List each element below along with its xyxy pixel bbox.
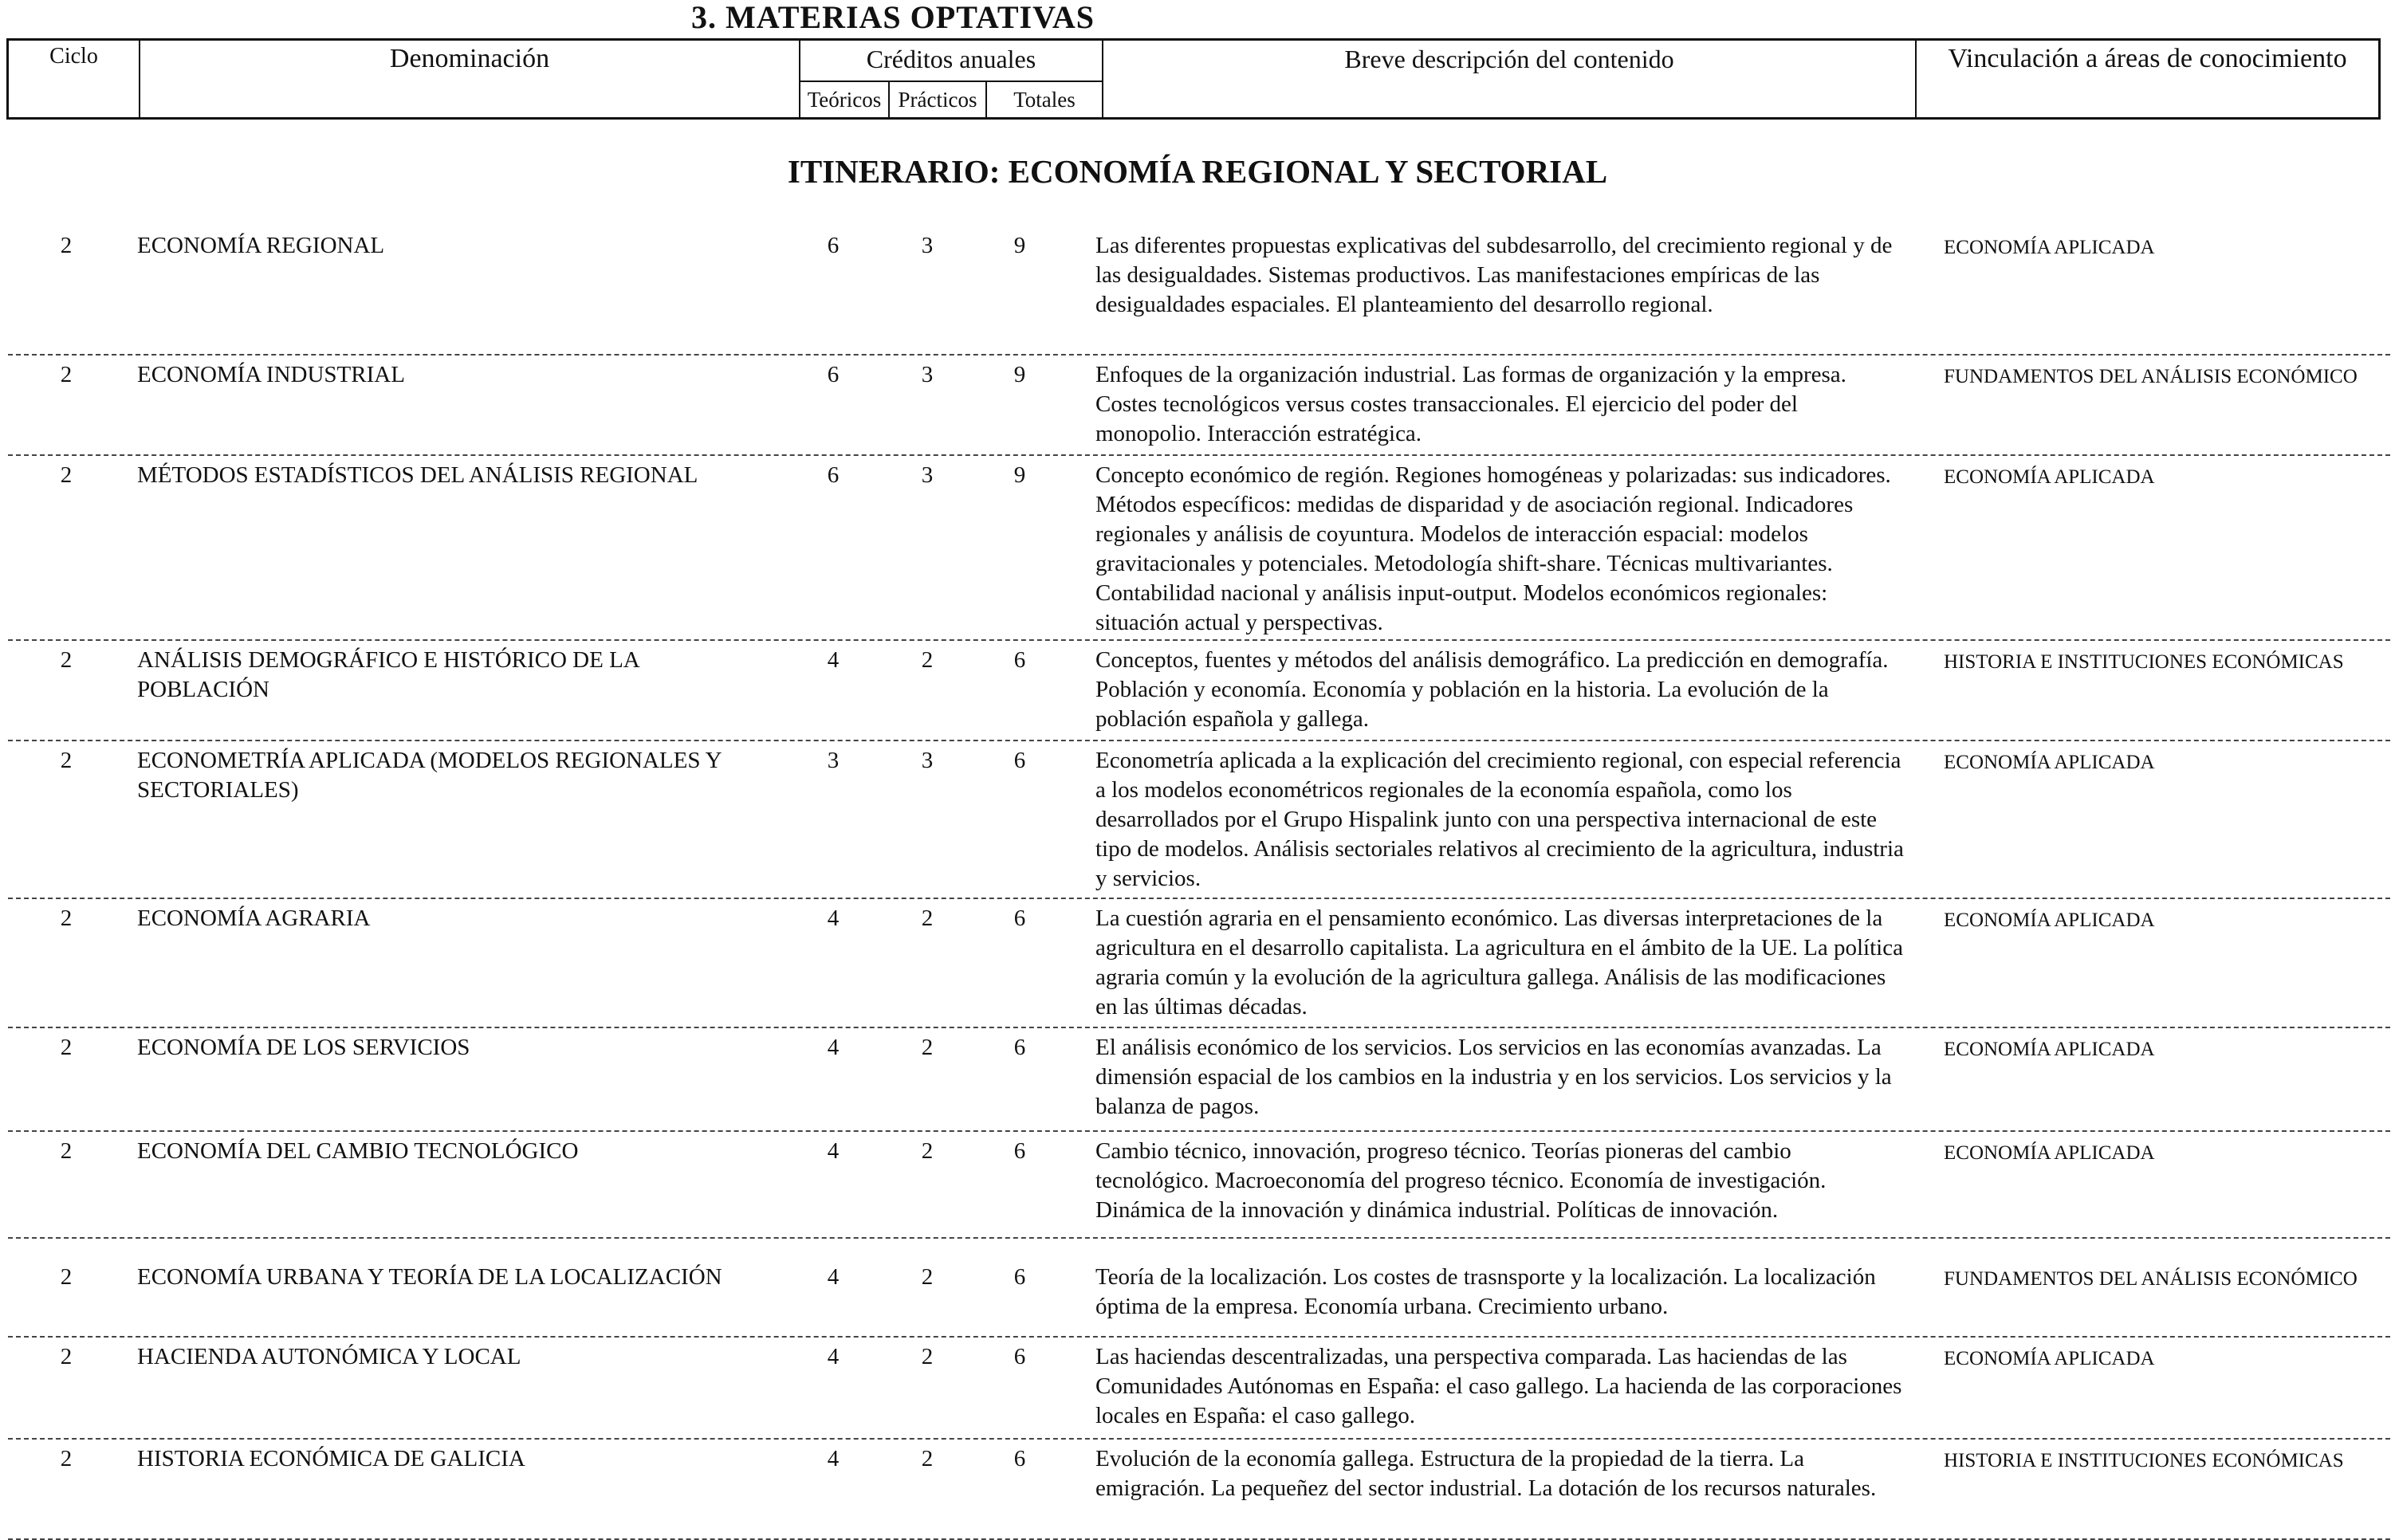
- cell-practicos: 2: [921, 1446, 934, 1471]
- cell-totales: 9: [1013, 233, 1026, 258]
- cell-teoricos: 6: [827, 233, 840, 258]
- table-row: [0, 360, 2395, 456]
- cell-practicos: 3: [921, 462, 934, 488]
- cell-area: FUNDAMENTOS DEL ANÁLISIS ECONÓMICO: [1944, 366, 2358, 387]
- cell-totales: 6: [1013, 906, 1026, 931]
- cell-descripcion: Cambio técnico, innovación, progreso técnico. Teorías pioneras del cambio tecnológico. Macroeconomía del progreso técnico. Economía de investigación. Dinámica de la innovación y dinámica industrial. Políticas de innovación.: [1095, 1138, 1827, 1223]
- cell-practicos: 2: [921, 1344, 934, 1369]
- table-row: [0, 1033, 2395, 1132]
- table-row: [0, 231, 2395, 356]
- cell-teoricos: 4: [827, 1138, 840, 1164]
- header-creditos: Créditos anuales: [800, 41, 1103, 81]
- table-header: [6, 38, 2381, 120]
- cell-descripcion: Enfoques de la organización industrial. Las formas de organización y la empresa. Costes tecnológicos versus costes transaccionales. El ejercicio del poder del monopolio. Interacción estratégica.: [1095, 362, 1846, 446]
- table-row: [0, 1263, 2395, 1338]
- table-row: [0, 646, 2395, 741]
- cell-practicos: 2: [921, 647, 934, 673]
- cell-practicos: 3: [921, 362, 934, 387]
- cell-totales: 6: [1013, 1035, 1026, 1060]
- cell-descripcion: Conceptos, fuentes y métodos del análisis demográfico. La predicción en demografía. Población y economía. Economía y población en la historia. La evolución de la población española y gallega.: [1095, 647, 1889, 732]
- cell-teoricos: 6: [827, 362, 840, 387]
- table-row: [0, 1342, 2395, 1440]
- cell-ciclo: 2: [60, 233, 73, 258]
- table-row: [0, 461, 2395, 641]
- cell-denominacion: ECONOMÍA INDUSTRIAL: [137, 362, 405, 387]
- cell-denominacion: HISTORIA ECONÓMICA DE GALICIA: [137, 1446, 525, 1471]
- cell-practicos: 2: [921, 1138, 934, 1164]
- cell-denominacion: ECONOMÍA URBANA Y TEORÍA DE LA LOCALIZACIÓN: [137, 1264, 722, 1290]
- cell-teoricos: 4: [827, 1264, 840, 1290]
- row-divider: [8, 354, 2390, 356]
- cell-area: ECONOMÍA APLICADA: [1944, 752, 2155, 773]
- cell-area: FUNDAMENTOS DEL ANÁLISIS ECONÓMICO: [1944, 1268, 2358, 1290]
- cell-ciclo: 2: [60, 647, 73, 673]
- cell-ciclo: 2: [60, 1035, 73, 1060]
- cell-descripcion: Las haciendas descentralizadas, una perspectiva comparada. Las haciendas de las Comunidades Autónomas en España: el caso gallego. La hacienda de las corporaciones locales en España: el caso gallego.: [1095, 1344, 1902, 1428]
- header-totales: Totales: [987, 81, 1103, 117]
- cell-totales: 6: [1013, 1344, 1026, 1369]
- cell-area: ECONOMÍA APLICADA: [1944, 1348, 2155, 1369]
- cell-teoricos: 4: [827, 1035, 840, 1060]
- cell-ciclo: 2: [60, 1138, 73, 1164]
- cell-ciclo: 2: [60, 1264, 73, 1290]
- row-divider: [8, 1237, 2390, 1239]
- cell-practicos: 2: [921, 1035, 934, 1060]
- cell-area: ECONOMÍA APLICADA: [1944, 466, 2155, 488]
- cell-teoricos: 6: [827, 462, 840, 488]
- row-divider: [8, 454, 2390, 456]
- cell-denominacion: ECONOMÍA AGRARIA: [137, 906, 371, 931]
- header-descripcion: Breve descripción del contenido: [1103, 41, 1917, 117]
- header-practicos: Prácticos: [890, 81, 987, 117]
- cell-denominacion: ECONOMETRÍA APLICADA (MODELOS REGIONALES Y SECTORIALES): [137, 748, 722, 803]
- table-row: [0, 1137, 2395, 1239]
- cell-teoricos: 4: [827, 1344, 840, 1369]
- cell-totales: 9: [1013, 462, 1026, 488]
- cell-descripcion: Evolución de la economía gallega. Estructura de la propiedad de la tierra. La emigración. La pequeñez del sector industrial. La dotación de los recursos naturales.: [1095, 1446, 1877, 1501]
- cell-denominacion: ANÁLISIS DEMOGRÁFICO E HISTÓRICO DE LA POBLACIÓN: [137, 647, 639, 702]
- cell-area: ECONOMÍA APLICADA: [1944, 1142, 2155, 1164]
- cell-area: HISTORIA E INSTITUCIONES ECONÓMICAS: [1944, 1450, 2344, 1471]
- row-divider: [8, 1027, 2390, 1028]
- cell-denominacion: HACIENDA AUTONÓMICA Y LOCAL: [137, 1344, 521, 1369]
- cell-denominacion: ECONOMÍA REGIONAL: [137, 233, 385, 258]
- itinerario-heading: ITINERARIO: ECONOMÍA REGIONAL Y SECTORIAL: [787, 153, 1608, 190]
- cell-ciclo: 2: [60, 362, 73, 387]
- cell-ciclo: 2: [60, 748, 73, 773]
- cell-totales: 9: [1013, 362, 1026, 387]
- row-divider: [8, 639, 2390, 641]
- cell-denominacion: MÉTODOS ESTADÍSTICOS DEL ANÁLISIS REGIONAL: [137, 462, 698, 488]
- cell-area: ECONOMÍA APLICADA: [1944, 1039, 2155, 1060]
- cell-totales: 6: [1013, 748, 1026, 773]
- cell-area: ECONOMÍA APLICADA: [1944, 237, 2155, 258]
- cell-practicos: 3: [921, 233, 934, 258]
- table-row: [0, 904, 2395, 1028]
- cell-descripcion: La cuestión agraria en el pensamiento económico. Las diversas interpretaciones de la agricultura en el desarrollo capitalista. La agricultura en el ámbito de la UE. La política agraria común y la evolución de la agricultura gallega. Análisis de las modificaciones en las últimas décadas.: [1095, 906, 1903, 1019]
- cell-ciclo: 2: [60, 462, 73, 488]
- cell-descripcion: Teoría de la localización. Los costes de trasnsporte y la localización. La localización óptima de la empresa. Economía urbana. Crecimiento urbano.: [1095, 1264, 1876, 1319]
- cell-area: ECONOMÍA APLICADA: [1944, 909, 2155, 931]
- cell-totales: 6: [1013, 1264, 1026, 1290]
- table-row: [0, 1444, 2395, 1540]
- cell-teoricos: 3: [827, 748, 840, 773]
- row-divider: [8, 1336, 2390, 1338]
- table-row: [0, 746, 2395, 899]
- cell-descripcion: Las diferentes propuestas explicativas del subdesarrollo, del crecimiento regional y de las desigualdades. Sistemas productivos. Las manifestaciones empíricas de las desigualdades espaciales. El planteamiento del desarrollo regional.: [1095, 233, 1893, 317]
- cell-denominacion: ECONOMÍA DE LOS SERVICIOS: [137, 1035, 470, 1060]
- cell-practicos: 2: [921, 1264, 934, 1290]
- cell-totales: 6: [1013, 647, 1026, 673]
- header-vinculacion: Vinculación a áreas de conocimiento: [1948, 44, 2347, 73]
- cell-descripcion: El análisis económico de los servicios. Los servicios en las economías avanzadas. La dimensión espacial de los cambios en la industria y en los servicios. Los servicios y la balanza de pagos.: [1095, 1035, 1892, 1119]
- cell-ciclo: 2: [60, 1344, 73, 1369]
- row-divider: [8, 1130, 2390, 1132]
- cell-denominacion: ECONOMÍA DEL CAMBIO TECNOLÓGICO: [137, 1138, 579, 1164]
- cell-ciclo: 2: [60, 906, 73, 931]
- cell-area: HISTORIA E INSTITUCIONES ECONÓMICAS: [1944, 651, 2344, 673]
- header-denominacion: Denominación: [140, 41, 800, 117]
- row-divider: [8, 740, 2390, 741]
- row-divider: [8, 898, 2390, 899]
- cell-teoricos: 4: [827, 1446, 840, 1471]
- cell-practicos: 3: [921, 748, 934, 773]
- cell-teoricos: 4: [827, 906, 840, 931]
- cell-descripcion: Econometría aplicada a la explicación del crecimiento regional, con especial referencia a los modelos econométricos regionales de la economía española, como los desarrollados por el Grupo Hispalink junto con una perspectiva internacional de este tipo de modelos. Análisis sectoriales relativos al crecimiento de la agricultura, industria y servicios.: [1095, 748, 1904, 891]
- cell-practicos: 2: [921, 906, 934, 931]
- cell-totales: 6: [1013, 1446, 1026, 1471]
- cell-totales: 6: [1013, 1138, 1026, 1164]
- cell-ciclo: 2: [60, 1446, 73, 1471]
- header-teoricos: Teóricos: [800, 81, 890, 117]
- cell-teoricos: 4: [827, 647, 840, 673]
- cell-descripcion: Concepto económico de región. Regiones homogéneas y polarizadas: sus indicadores. Métodos específicos: medidas de disparidad y de asociación regional. Indicadores regionales y análisis de coyuntura. Modelos de interacción espacial: modelos gravitacionales y potenciales. Metodología shift-share. Técnicas multivariantes. Contabilidad nacional y análisis input-output. Modelos económicos regionales: situación actual y perspectivas.: [1095, 462, 1891, 635]
- row-divider: [8, 1438, 2390, 1440]
- page-title: 3. MATERIAS OPTATIVAS: [691, 0, 1095, 35]
- header-ciclo: Ciclo: [9, 41, 140, 117]
